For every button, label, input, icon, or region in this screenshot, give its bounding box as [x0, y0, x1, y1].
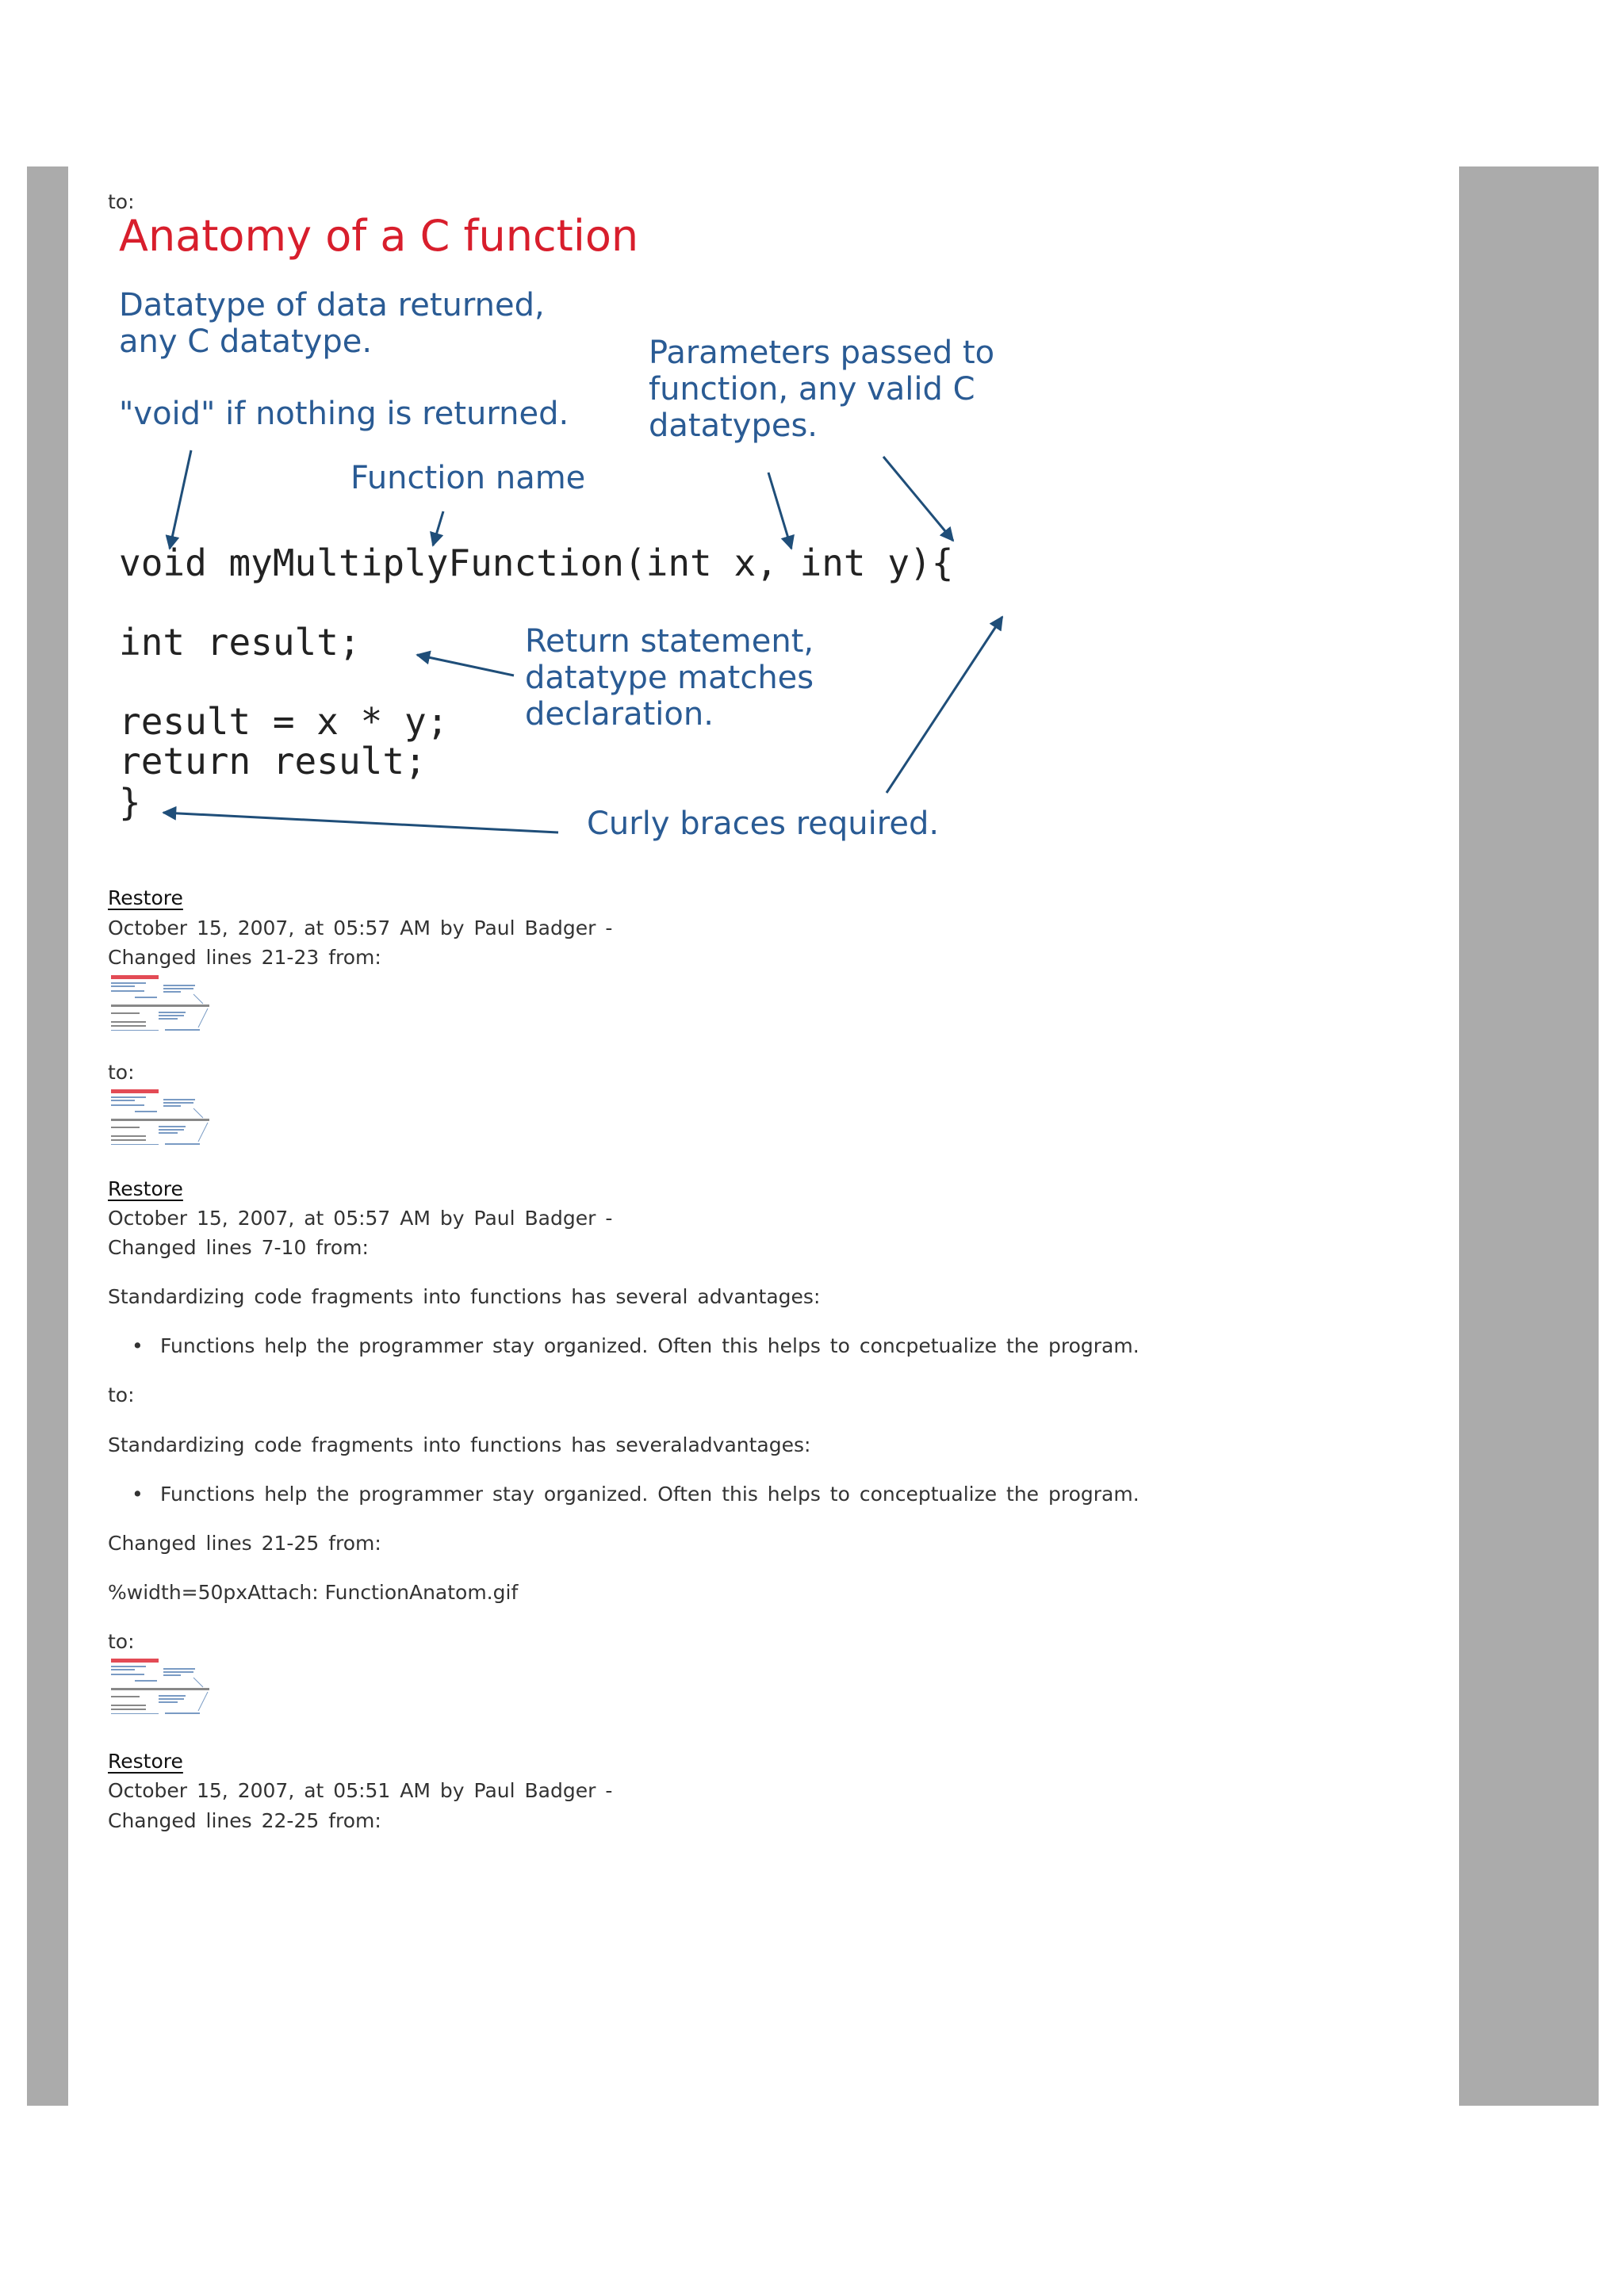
to-label: to:	[108, 1383, 135, 1406]
params-note-line2: function, any valid C	[649, 371, 975, 408]
right-gray-bar	[1459, 166, 1599, 2106]
return-type-note-line2: any C datatype.	[119, 323, 373, 360]
diagram-thumbnail	[108, 974, 211, 1039]
diagram-thumbnail	[108, 1088, 211, 1153]
braces-note: Curly braces required.	[587, 806, 940, 842]
old-paragraph: Standardizing code fragments into functions has several advantages:	[108, 1285, 821, 1308]
attach-markup-text: %width=50pxAttach: FunctionAnatom.gif	[108, 1581, 519, 1604]
arrow-function-name	[433, 511, 443, 545]
code-signature: void myMultiplyFunction(int x, int y){	[119, 541, 954, 584]
arrow-opening-brace	[887, 617, 1002, 793]
function-anatomy-diagram	[108, 206, 1107, 872]
restore-link[interactable]: Restore	[108, 886, 183, 909]
code-declaration: int result;	[119, 621, 361, 664]
code-return: return result;	[119, 740, 427, 783]
diagram-thumbnail	[108, 1657, 211, 1722]
left-gray-bar	[27, 166, 68, 2106]
changed-lines-label: Changed lines 7-10 from:	[108, 1236, 369, 1259]
params-note-line1: Parameters passed to	[649, 335, 995, 371]
diagram-title: Anatomy of a C function	[119, 211, 639, 261]
to-label: to:	[108, 1061, 135, 1084]
restore-link[interactable]: Restore	[108, 1177, 183, 1200]
page-content	[108, 0, 1424, 2296]
code-assignment: result = x * y;	[119, 700, 449, 743]
changed-lines-label: Changed lines 21-23 from:	[108, 946, 381, 969]
changed-lines-label: Changed lines 21-25 from:	[108, 1532, 381, 1555]
code-close-brace: }	[119, 781, 141, 824]
new-bullet-item: • Functions help the programmer stay organized. Often this helps to conceptualize the program.	[160, 1481, 1139, 1508]
function-name-note: Function name	[350, 460, 586, 496]
restore-link[interactable]: Restore	[108, 1750, 183, 1773]
arrow-closing-brace	[163, 813, 558, 832]
to-label: to:	[108, 190, 135, 213]
params-note-line3: datatypes.	[649, 408, 818, 444]
new-paragraph: Standardizing code fragments into functions has severaladvantages:	[108, 1433, 811, 1456]
arrow-param-y	[883, 457, 953, 541]
old-bullet-item: • Functions help the programmer stay organized. Often this helps to concpetualize the program.	[160, 1333, 1139, 1360]
changed-lines-label: Changed lines 22-25 from:	[108, 1809, 381, 1832]
arrow-return-statement	[417, 655, 514, 675]
return-note-line3: declaration.	[525, 696, 714, 733]
return-type-note-line1: Datatype of data returned,	[119, 287, 545, 323]
revision-meta: October 15, 2007, at 05:57 AM by Paul Badger -	[108, 1207, 613, 1230]
to-label: to:	[108, 1630, 135, 1653]
revision-meta: October 15, 2007, at 05:57 AM by Paul Badger -	[108, 916, 613, 939]
revision-meta: October 15, 2007, at 05:51 AM by Paul Badger -	[108, 1779, 613, 1802]
return-note-line2: datatype matches	[525, 660, 814, 696]
arrow-return-type	[170, 450, 191, 549]
return-note-line1: Return statement,	[525, 623, 814, 660]
arrow-param-x	[768, 473, 791, 549]
void-note: "void" if nothing is returned.	[119, 396, 569, 432]
